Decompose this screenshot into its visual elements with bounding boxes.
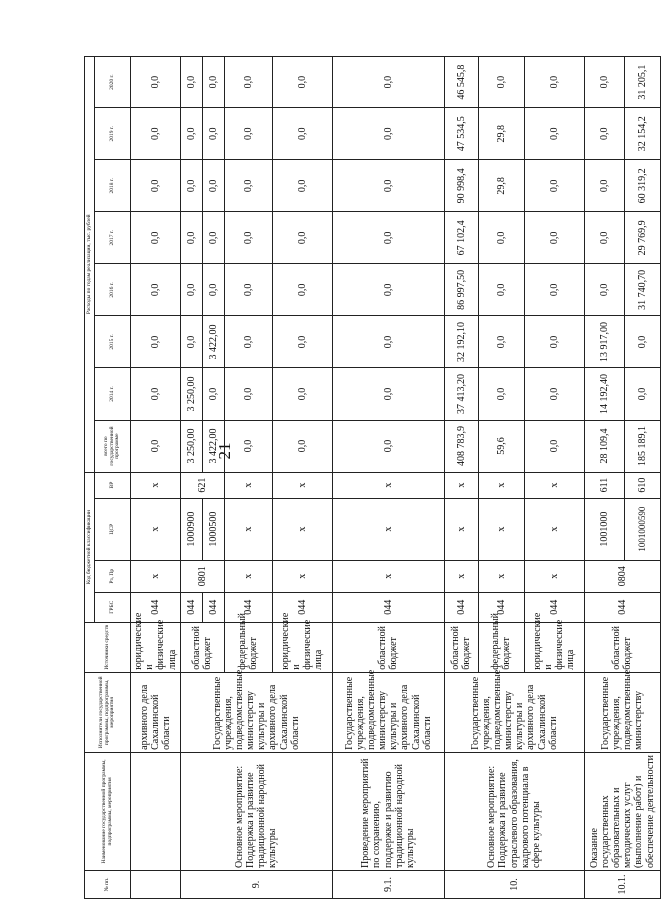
- cell-year: 0,0: [131, 57, 181, 108]
- cell-year: 67 102,4: [444, 212, 478, 264]
- cell-year: 0,0: [272, 212, 332, 264]
- cell-total: 0,0: [332, 420, 444, 472]
- cell-grbs: 044: [332, 592, 444, 622]
- table-row: [332, 57, 444, 899]
- cell-num: 10.1.: [584, 870, 660, 898]
- cell-year: 0,0: [202, 264, 224, 316]
- cell-year: 0,0: [524, 108, 584, 160]
- header-name: Наименование государственной программы, подпрограммы, мероприятия: [85, 752, 131, 870]
- cell-num: [131, 870, 181, 898]
- cell-year: 13 917,00: [584, 316, 624, 368]
- cell-year: 0,0: [224, 316, 272, 368]
- header-year: 2016 г.: [95, 264, 131, 316]
- cell-grbs: 044: [584, 592, 660, 622]
- cell-year: 47 534,5: [444, 108, 478, 160]
- cell-year: 0,0: [224, 264, 272, 316]
- header-year: 2020 г.: [95, 57, 131, 108]
- cell-year: 0,0: [524, 368, 584, 420]
- cell-year: 32 154,2: [624, 108, 660, 160]
- cell-executor: архивного дела Сахалинской области: [131, 672, 181, 752]
- cell-year: 0,0: [524, 57, 584, 108]
- cell-year: 0,0: [131, 316, 181, 368]
- cell-grbs: 044: [180, 592, 202, 622]
- cell-year: 0,0: [180, 57, 202, 108]
- cell-year: 0,0: [180, 212, 202, 264]
- cell-vr: 621: [180, 472, 224, 498]
- cell-year: 0,0: [131, 368, 181, 420]
- cell-vr: х: [332, 472, 444, 498]
- cell-year: 32 192,10: [444, 316, 478, 368]
- cell-vr: 610: [624, 472, 660, 498]
- cell-year: 31 205,1: [624, 57, 660, 108]
- cell-total: 185 189,1: [624, 420, 660, 472]
- cell-year: 0,0: [332, 160, 444, 212]
- cell-total: 28 109,4: [584, 420, 624, 472]
- cell-total: 0,0: [524, 420, 584, 472]
- cell-year: 29 769,9: [624, 212, 660, 264]
- cell-source: областной бюджет: [444, 622, 478, 672]
- cell-year: 86 997,50: [444, 264, 478, 316]
- cell-source: юридические и физические лица: [131, 622, 181, 672]
- cell-year: 3 250,00: [180, 368, 202, 420]
- cell-csr: 1001000: [584, 498, 624, 560]
- cell-grbs: 044: [524, 592, 584, 622]
- cell-year: 0,0: [272, 316, 332, 368]
- table-row: [444, 57, 478, 899]
- cell-year: 0,0: [478, 368, 524, 420]
- cell-year: 60 319,2: [624, 160, 660, 212]
- cell-year: 0,0: [332, 368, 444, 420]
- cell-year: 0,0: [202, 108, 224, 160]
- cell-vr: х: [224, 472, 272, 498]
- cell-year: 0,0: [332, 108, 444, 160]
- cell-vr: х: [272, 472, 332, 498]
- cell-year: 29,8: [478, 160, 524, 212]
- cell-year: 0,0: [332, 212, 444, 264]
- cell-source: областной бюджет: [180, 622, 224, 672]
- cell-total: 3 422,00: [202, 420, 224, 472]
- cell-grbs: 044: [202, 592, 224, 622]
- cell-rzpr: х: [444, 560, 478, 592]
- cell-year: 0,0: [202, 212, 224, 264]
- cell-num: 10.: [444, 870, 584, 898]
- cell-csr: 1000900: [180, 498, 202, 560]
- table-row: [131, 57, 181, 899]
- cell-year: 0,0: [224, 368, 272, 420]
- header-budget-group: Код бюджетной классификации: [85, 472, 95, 622]
- cell-source: юридические и физические лица: [524, 622, 584, 672]
- header-year: 2017 г.: [95, 212, 131, 264]
- cell-grbs: 044: [444, 592, 478, 622]
- table-row: [584, 57, 624, 899]
- cell-year: 0,0: [478, 264, 524, 316]
- cell-total: 408 783,9: [444, 420, 478, 472]
- cell-total: 0,0: [131, 420, 181, 472]
- cell-csr: 1000500: [202, 498, 224, 560]
- cell-csr: 1001000590: [624, 498, 660, 560]
- cell-rzpr: х: [478, 560, 524, 592]
- cell-year: 0,0: [224, 212, 272, 264]
- cell-year: 0,0: [524, 316, 584, 368]
- cell-year: 0,0: [224, 160, 272, 212]
- cell-year: 0,0: [202, 160, 224, 212]
- cell-executor: Государственные учреждения, подведомственные министерству культуры и архивного дела Сахалинской области: [180, 672, 332, 752]
- header-executor: Исполнители государственной программы, подпрограммы, мероприятия: [85, 672, 131, 752]
- cell-num: 9.: [180, 870, 332, 898]
- cell-year: 0,0: [131, 108, 181, 160]
- cell-name: Основное мероприятие: Поддержка и развитие традиционной народной культуры: [180, 752, 332, 870]
- cell-year: 0,0: [180, 108, 202, 160]
- cell-source: юридические и физические лица: [272, 622, 332, 672]
- rotated-budget-table: [84, 56, 656, 899]
- cell-year: 0,0: [202, 57, 224, 108]
- cell-csr: х: [224, 498, 272, 560]
- cell-rzpr: х: [524, 560, 584, 592]
- cell-year: 0,0: [224, 108, 272, 160]
- cell-csr: х: [524, 498, 584, 560]
- cell-total: 0,0: [224, 420, 272, 472]
- table-row: [180, 57, 202, 899]
- header-year: 2019 г.: [95, 108, 131, 160]
- cell-year: 0,0: [584, 57, 624, 108]
- cell-year: 0,0: [180, 160, 202, 212]
- header-source: Источники средств: [85, 622, 131, 672]
- cell-year: 90 998,4: [444, 160, 478, 212]
- cell-num: 9.1.: [332, 870, 444, 898]
- header-year: 2018 г.: [95, 160, 131, 212]
- cell-vr: х: [478, 472, 524, 498]
- cell-year: 37 413,20: [444, 368, 478, 420]
- cell-year: 0,0: [584, 264, 624, 316]
- cell-year: 0,0: [272, 368, 332, 420]
- cell-total: 0,0: [272, 420, 332, 472]
- header-vr: ВР: [95, 472, 131, 498]
- cell-year: 0,0: [272, 108, 332, 160]
- cell-source: областной бюджет: [332, 622, 444, 672]
- cell-year: 0,0: [584, 212, 624, 264]
- cell-year: 3 422,00: [202, 316, 224, 368]
- cell-year: 0,0: [624, 316, 660, 368]
- page-number: 21: [215, 442, 234, 460]
- cell-year: 0,0: [624, 368, 660, 420]
- cell-year: 0,0: [202, 368, 224, 420]
- header-year: 2015 г.: [95, 316, 131, 368]
- cell-grbs: 044: [478, 592, 524, 622]
- header-grbs: ГРБС: [95, 592, 131, 622]
- cell-year: 0,0: [272, 57, 332, 108]
- cell-year: 0,0: [332, 316, 444, 368]
- cell-year: 0,0: [478, 212, 524, 264]
- cell-total: 3 250,00: [180, 420, 202, 472]
- header-year: 2014 г.: [95, 368, 131, 420]
- cell-year: 0,0: [272, 264, 332, 316]
- cell-csr: х: [444, 498, 478, 560]
- cell-grbs: 044: [224, 592, 272, 622]
- cell-year: 0,0: [224, 57, 272, 108]
- cell-name: Основное мероприятие: Поддержка и развитие отраслевого образования, кадрового потенциала в сфере культуры: [444, 752, 584, 870]
- cell-source: федеральный бюджет: [478, 622, 524, 672]
- cell-year: 0,0: [180, 316, 202, 368]
- cell-source: областной бюджет: [584, 622, 660, 672]
- header-expenses-group: Расходы по годам реализации, тыс. рублей: [85, 57, 95, 473]
- cell-year: 0,0: [131, 160, 181, 212]
- header-rzpr: Рз, Пр: [95, 560, 131, 592]
- cell-year: 0,0: [180, 264, 202, 316]
- cell-grbs: 044: [131, 592, 181, 622]
- cell-executor: Государственные учреждения, подведомственные министерству культуры и архивного дела Сахалинской области: [332, 672, 444, 752]
- cell-csr: х: [478, 498, 524, 560]
- cell-vr: х: [131, 472, 181, 498]
- cell-year: 31 740,70: [624, 264, 660, 316]
- cell-name: [131, 752, 181, 870]
- header-csr: ЦСР: [95, 498, 131, 560]
- budget-table: [84, 56, 661, 899]
- cell-year: 0,0: [131, 264, 181, 316]
- cell-year: 46 545,8: [444, 57, 478, 108]
- cell-year: 0,0: [332, 264, 444, 316]
- cell-rzpr: 0804: [584, 560, 660, 592]
- cell-vr: х: [524, 472, 584, 498]
- cell-year: 0,0: [478, 316, 524, 368]
- cell-grbs: 044: [272, 592, 332, 622]
- cell-total: 59,6: [478, 420, 524, 472]
- cell-executor: Государственные учреждения, подведомственные министерству: [584, 672, 660, 752]
- cell-year: 29,8: [478, 108, 524, 160]
- cell-vr: х: [444, 472, 478, 498]
- cell-year: 0,0: [584, 108, 624, 160]
- cell-year: 0,0: [272, 160, 332, 212]
- cell-rzpr: х: [224, 560, 272, 592]
- cell-rzpr: 0801: [180, 560, 224, 592]
- cell-rzpr: х: [332, 560, 444, 592]
- cell-executor: Государственные учреждения, подведомственные министерству культуры и архивного дела Сахалинской области: [444, 672, 584, 752]
- cell-vr: 611: [584, 472, 624, 498]
- cell-name: Проведение мероприятий по сохранению, поддержке и развитию традиционной народной культуры: [332, 752, 444, 870]
- cell-rzpr: х: [131, 560, 181, 592]
- cell-csr: х: [131, 498, 181, 560]
- cell-year: 0,0: [584, 160, 624, 212]
- cell-name: Оказание государственных образовательных и методических услуг (выполнение работ) и обеспечение деятельности: [584, 752, 660, 870]
- cell-year: 0,0: [478, 57, 524, 108]
- cell-year: 0,0: [524, 264, 584, 316]
- cell-year: 0,0: [332, 57, 444, 108]
- cell-source: федеральный бюджет: [224, 622, 272, 672]
- cell-csr: х: [332, 498, 444, 560]
- header-num: № пп.: [85, 870, 131, 898]
- cell-year: 14 192,40: [584, 368, 624, 420]
- header-total: всего по государственной программе: [95, 420, 131, 472]
- cell-year: 0,0: [524, 212, 584, 264]
- cell-csr: х: [272, 498, 332, 560]
- cell-year: 0,0: [524, 160, 584, 212]
- cell-rzpr: х: [272, 560, 332, 592]
- cell-year: 0,0: [131, 212, 181, 264]
